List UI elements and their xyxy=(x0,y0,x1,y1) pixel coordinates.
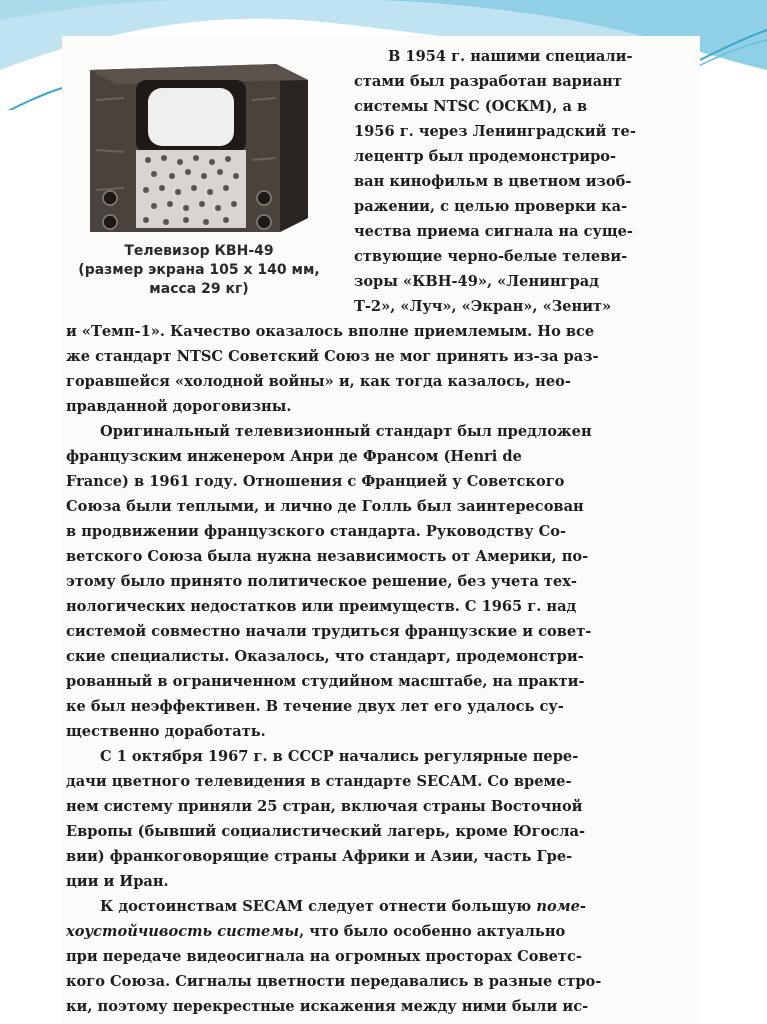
text-line: нем систему приняли 25 стран, включая страны Восточной xyxy=(66,798,583,815)
text-line: зоры «КВН-49», «Ленинград xyxy=(354,273,599,290)
text-line: ражении, с целью проверки ка- xyxy=(354,198,628,215)
text-line: France) в 1961 году. Отношения с Францией у Советского xyxy=(66,473,565,490)
text-line: кого Союза. Сигналы цветности передавались в разные стро- xyxy=(66,973,602,990)
tv-figure-caption xyxy=(68,242,330,299)
text-line: в продвижении французского стандарта. Руководству Со- xyxy=(66,523,567,540)
text-line: ки, поэтому перекрестные искажения между ними были ис- xyxy=(66,998,589,1015)
text-line: системой совместно начали трудиться французские и совет- xyxy=(66,623,592,640)
text-line: ские специалисты. Оказалось, что стандарт, продемонстри- xyxy=(66,648,584,665)
text-line: вии) франкоговорящие страны Африки и Азии, часть Гре- xyxy=(66,848,573,865)
text-run: К достоинствам SECAM следует отнести большую xyxy=(100,898,537,915)
text-line: рованный в ограниченном студийном масштабе, на практи- xyxy=(66,673,585,690)
tv-figure xyxy=(68,40,338,320)
text-line: системы NTSC (ОСКМ), а в xyxy=(354,98,588,115)
text-line: стами был разработан вариант xyxy=(354,73,622,90)
text-line: ке был неэффективен. В течение двух лет его удалось су- xyxy=(66,698,564,715)
text-line: дачи цветного телевидения в стандарте SECAM. Со време- xyxy=(66,773,572,790)
text-line: горавшейся «холодной войны» и, как тогда казалось, нео- xyxy=(66,373,571,390)
document-page xyxy=(62,36,700,1024)
text-line: ции и Иран. xyxy=(66,873,169,890)
text-line: этому было принято политическое решение, без учета тех- xyxy=(66,573,577,590)
text-line: щественно доработать. xyxy=(66,723,266,740)
caption-line: Телевизор КВН-49 xyxy=(124,243,274,259)
text-line: ван кинофильм в цветном изоб- xyxy=(354,173,632,190)
text-line xyxy=(100,894,586,919)
caption-line: масса 29 кг) xyxy=(149,281,249,297)
text-line: нологических недостатков или преимуществ. С 1965 г. над xyxy=(66,598,577,615)
text-line: Союза были теплыми, и лично де Голль был заинтересован xyxy=(66,498,584,515)
caption-line: (размер экрана 105 х 140 мм, xyxy=(78,262,320,278)
text-run-italic: поме- xyxy=(536,898,586,915)
text-line: чества приема сигнала на суще- xyxy=(354,223,633,240)
text-line: С 1 октября 1967 г. в СССР начались регулярные пере- xyxy=(100,748,579,765)
text-line: французским инженером Анри де Франсом (Henri de xyxy=(66,448,522,465)
text-line: при передаче видеосигнала на огромных просторах Советс- xyxy=(66,948,582,965)
text-line: лецентр был продемонстриро- xyxy=(354,148,617,165)
text-line: Т-2», «Луч», «Экран», «Зенит» xyxy=(354,298,612,315)
text-line: ствующие черно-белые телеви- xyxy=(354,248,628,265)
text-line: же стандарт NTSC Советский Союз не мог принять из-за раз- xyxy=(66,348,599,365)
text-line: Оригинальный телевизионный стандарт был предложен xyxy=(100,423,592,440)
text-line: В 1954 г. нашими специали- xyxy=(388,48,633,65)
text-line: Европы (бывший социалистический лагерь, кроме Югосла- xyxy=(66,823,585,840)
text-line xyxy=(66,919,565,944)
text-line: правданной дороговизны. xyxy=(66,398,292,415)
text-line: ветского Союза была нужна независимость от Америки, по- xyxy=(66,548,589,565)
tv-kvn49-image xyxy=(76,40,316,240)
text-run-italic: хоустойчивость системы xyxy=(66,923,300,940)
text-line: и «Темп-1». Качество оказалось вполне приемлемым. Но все xyxy=(66,323,595,340)
text-run: , что было особенно актуально xyxy=(299,923,566,940)
text-line: 1956 г. через Ленинградский те- xyxy=(354,123,636,140)
